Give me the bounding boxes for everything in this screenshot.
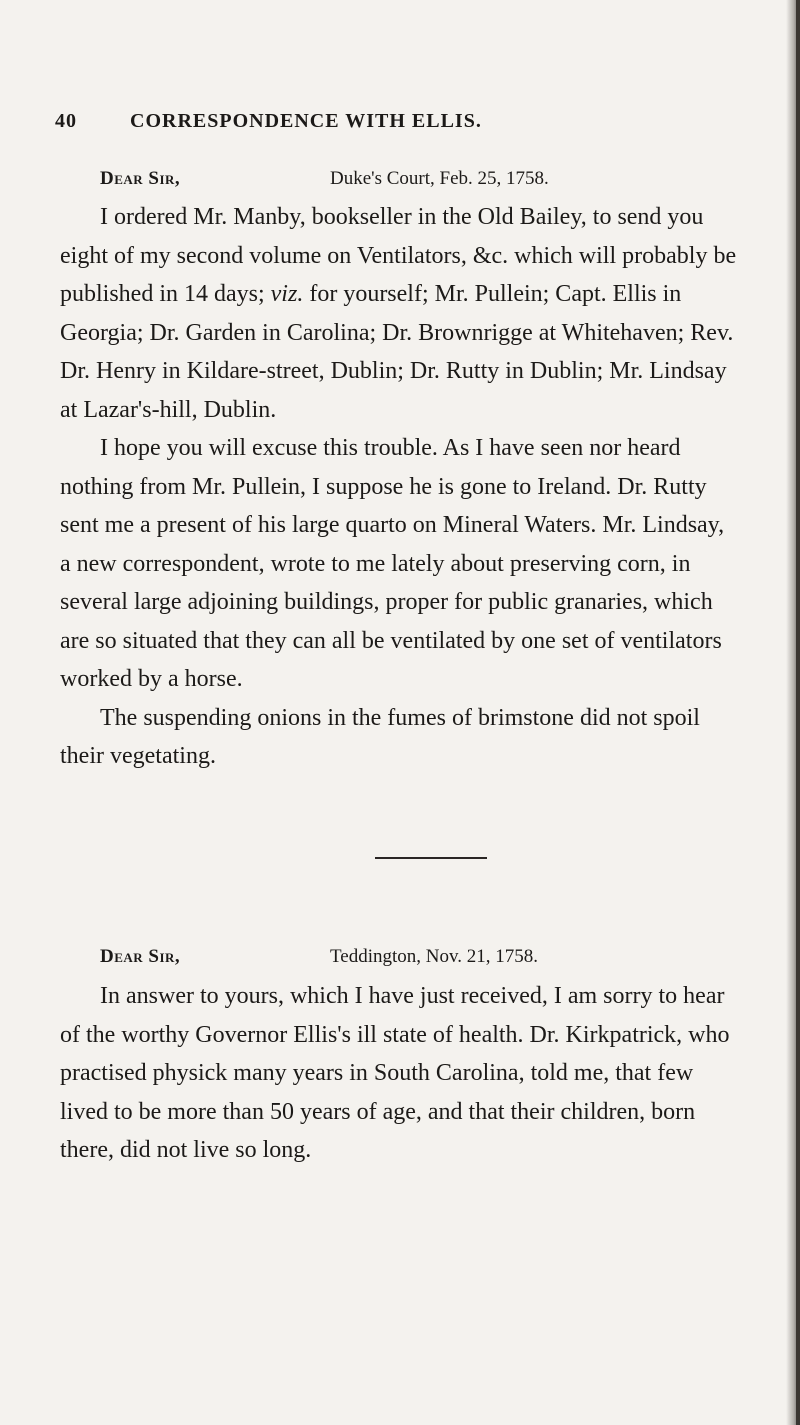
- letter1-p1-text-b: for yourself; Mr. Pullein; Capt. Ellis in Georgia; Dr. Garden in Carolina; Dr. Brownrigge at Whitehaven; Rev. Dr. Henry in Kildare-street, Dublin; Dr. Rutty in Dublin; Mr. Lindsay at Lazar's-hill, Dublin.: [60, 281, 734, 423]
- letter1-place-date: Duke's Court, Feb. 25, 1758.: [330, 168, 549, 189]
- letter2-place-date: Teddington, Nov. 21, 1758.: [330, 946, 539, 967]
- letter1-paragraph-3: The suspending onions in the fumes of brimstone did not spoil their vegetating.: [60, 704, 700, 769]
- letter2-paragraph-1: In answer to yours, which I have just received, I am sorry to hear of the worthy Governor Ellis's ill state of health. Dr. Kirkpatrick, who practised physick many years in South Carolina, told me, that few lived to be more than 50 years of age, and that their children, born there, did not live so long.: [60, 983, 730, 1163]
- page-number: 40: [55, 110, 77, 132]
- running-head: [55, 110, 575, 133]
- letter1-body: [60, 198, 740, 776]
- letter1-paragraph-2: I hope you will excuse this trouble. As I have seen nor heard nothing from Mr. Pullein, I suppose he is gone to Ireland. Dr. Rutty sent me a present of his large quarto on Mineral Waters. Mr. Lindsay, a new correspondent, wrote to me lately about preserving corn, in several large adjoining buildings, proper for public granaries, which are so situated that they can all be ventilated by one set of ventilators worked by a horse.: [60, 435, 725, 692]
- letter2-salutation: Dear Sir,: [100, 946, 181, 967]
- page-edge: [796, 0, 800, 1425]
- letter1-p1-italic: viz.: [270, 281, 304, 307]
- letter1-p1-text-a: I ordered Mr. Manby, bookseller in the Old Bailey, to send you eight of my second volume on Ventilators, &c. which will probably be published in 14 days;: [60, 204, 737, 307]
- letter1-salutation: Dear Sir,: [100, 168, 181, 189]
- letter1-paragraph-1: [60, 198, 740, 429]
- running-title: CORRESPONDENCE WITH ELLIS.: [130, 110, 482, 132]
- letter2-body: [60, 977, 740, 1170]
- letter1-heading: [100, 168, 720, 190]
- letter2-heading: [100, 946, 720, 968]
- section-divider: [375, 857, 487, 859]
